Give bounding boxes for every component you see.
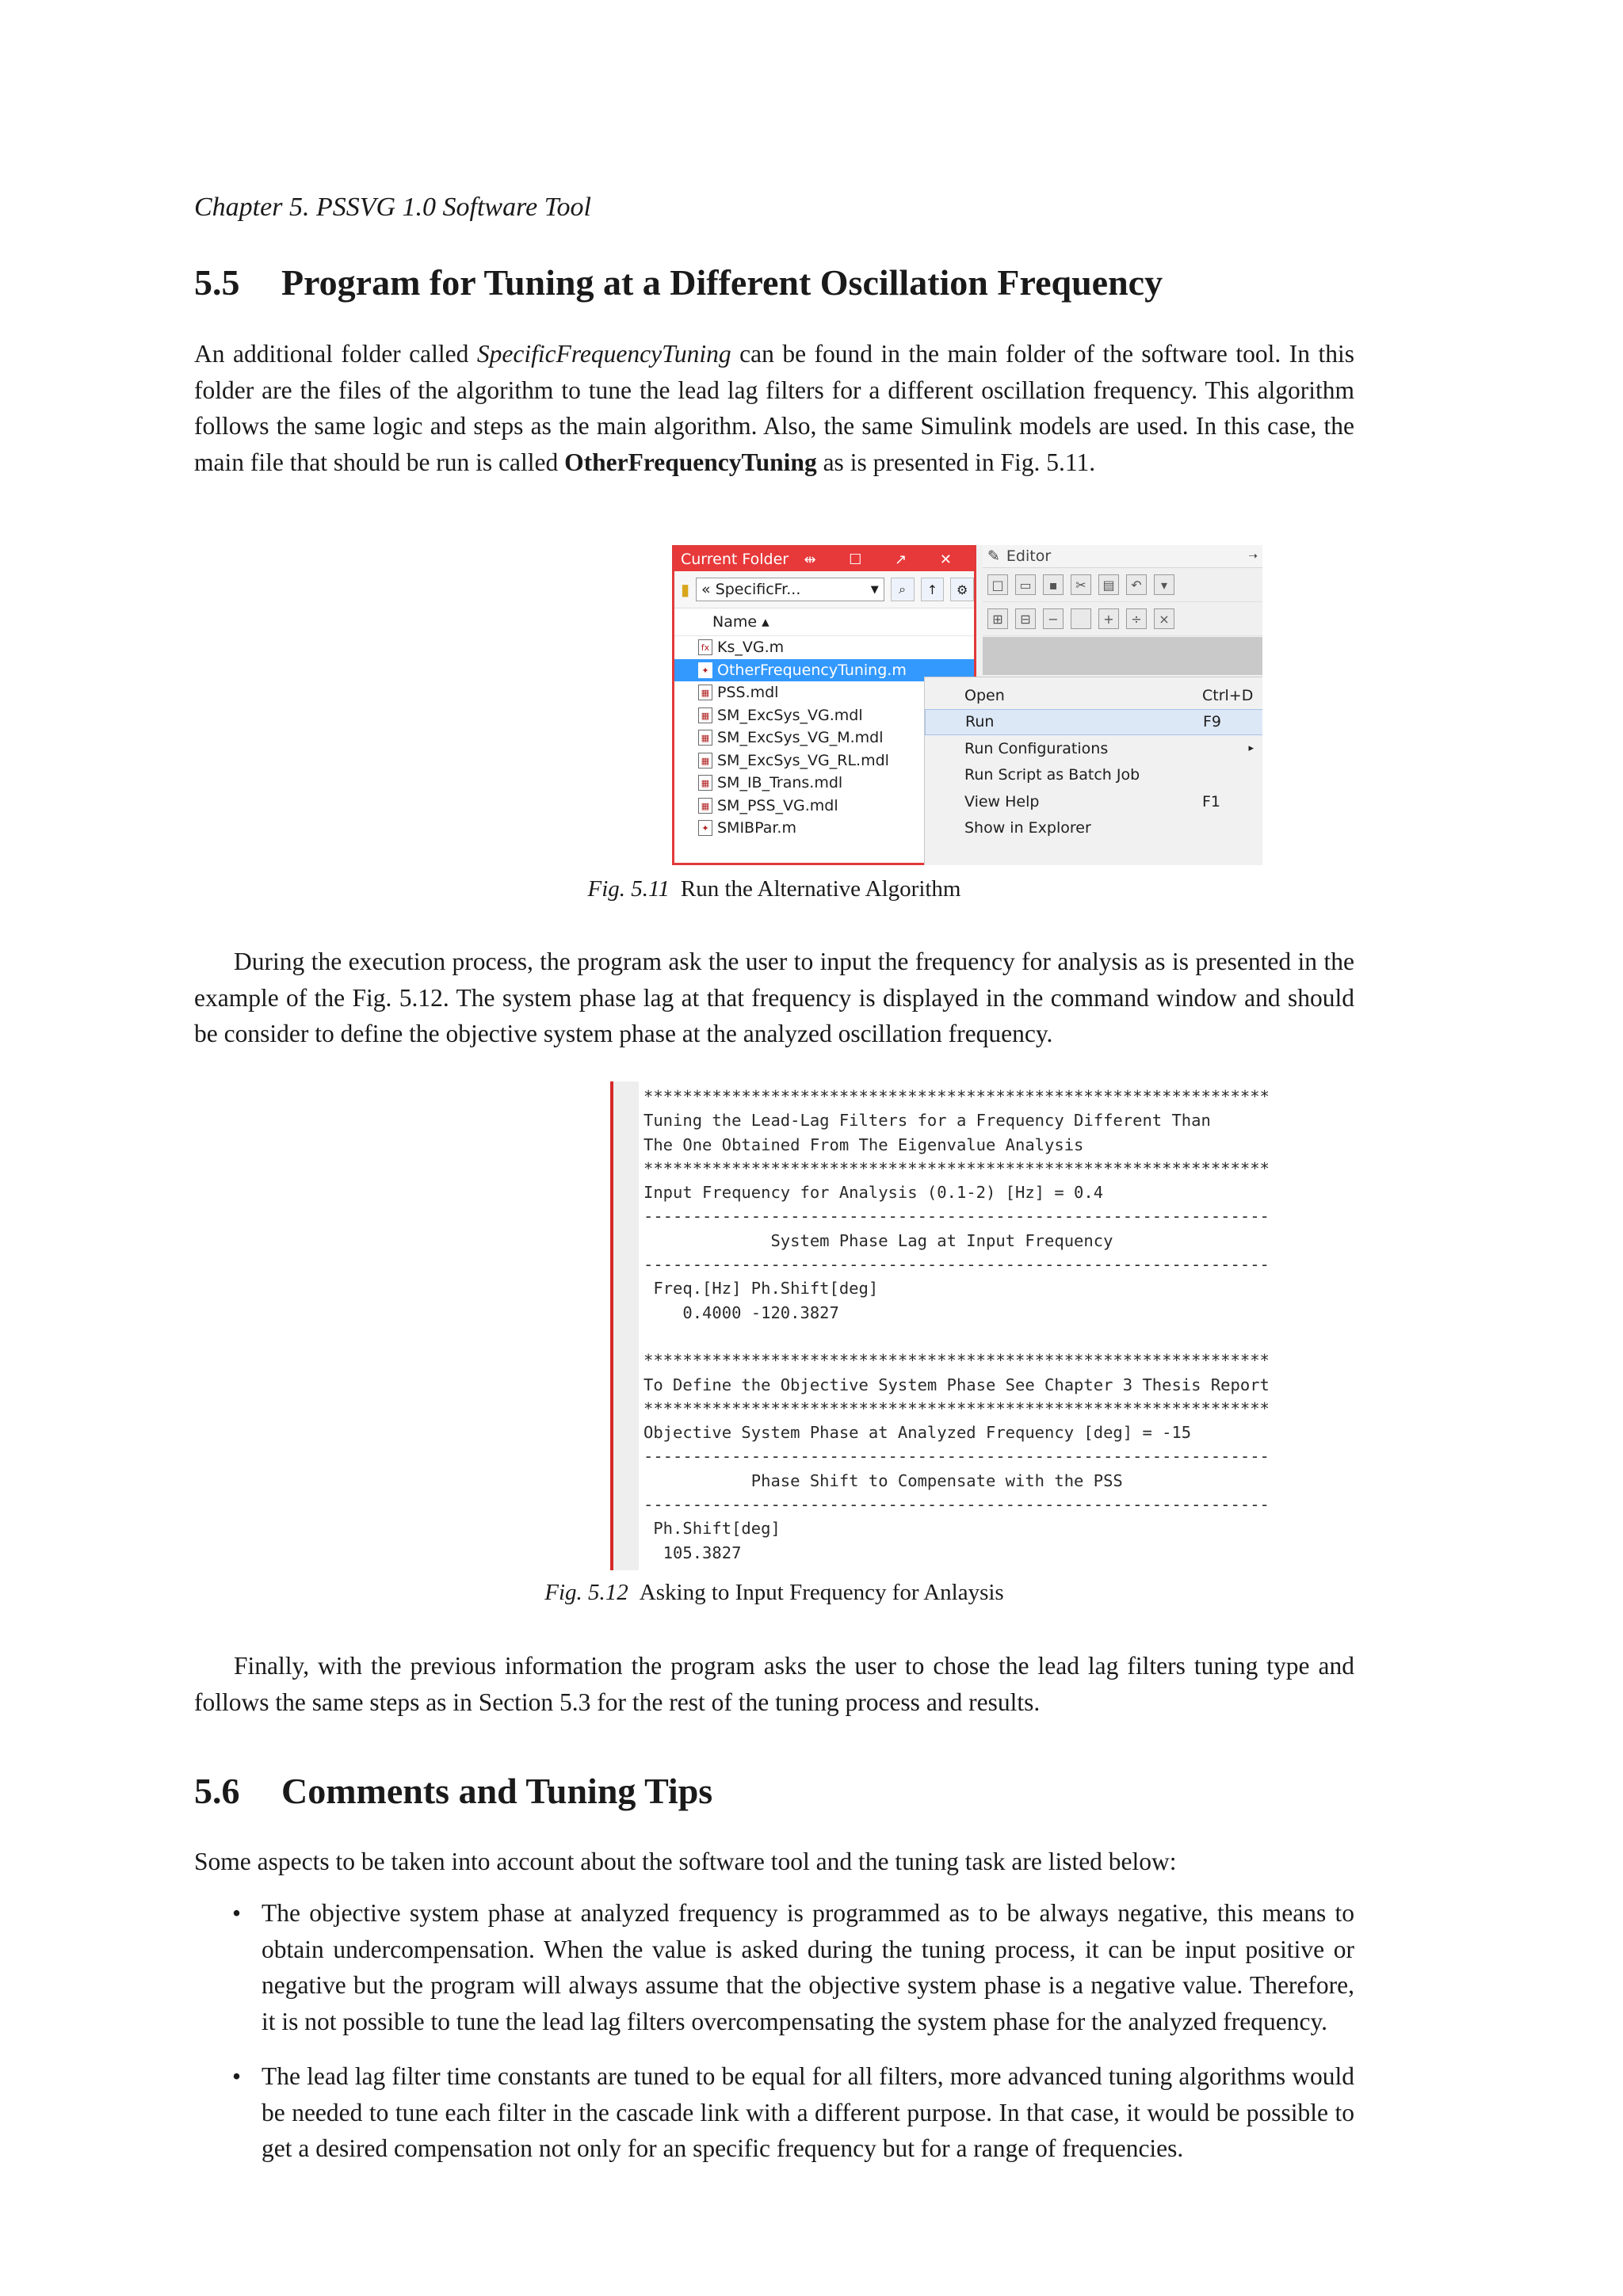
file-name: SM_IB_Trans.mdl (717, 774, 843, 792)
caption-text: Run the Alternative Algorithm (680, 876, 961, 902)
editor-area (983, 637, 1262, 675)
paragraph-text: as is presented in Fig. 5.11. (816, 448, 1096, 476)
list-item-text: The lead lag filter time constants are tuned to be equal for all filters, more advanced tuning algorithms would be needed to tune each filter in the cascade link with a different purpose. In that case, it would be possible to get a desired compensation not only for an specific frequency but for a range of frequencies. (262, 2062, 1354, 2162)
insert-cell-icon[interactable]: ⊞ (987, 608, 1008, 629)
current-folder-title: Current Folder (681, 551, 789, 568)
undo-icon[interactable]: ↶ (1126, 574, 1147, 595)
paragraph-finally: Finally, with the previous information the program asks the user to chose the lead lag filters tuning type and follows the same steps as in Section 5.3 for the rest of the tuning process and results. (194, 1652, 1354, 1716)
menu-item-label: Open (964, 686, 1005, 704)
figure-5-11-caption (194, 876, 1354, 902)
bullet-icon: • (232, 1899, 242, 1927)
file-name: Ks_VG.m (717, 639, 785, 657)
paste-icon[interactable]: ▤ (1098, 574, 1119, 595)
editor-icon: ✎ (987, 547, 1000, 565)
figure-matlab-screenshot (672, 545, 1262, 865)
figure-label: Fig. 5.12 (544, 1580, 628, 1605)
file-name: SM_ExcSys_VG_RL.mdl (717, 751, 889, 769)
menu-item-label: Run Configurations (964, 739, 1109, 757)
section-title: Program for Tuning at a Different Oscillation Frequency (281, 262, 1163, 303)
section-number: 5.6 (194, 1771, 240, 1811)
section-5-6-heading (194, 1770, 712, 1812)
file-name: OtherFrequencyTuning (564, 448, 817, 476)
figure-5-12-caption (194, 1580, 1354, 1606)
folder-icon: ▮ (681, 580, 690, 599)
menu-item-label: Show in Explorer (964, 819, 1091, 837)
menu-item-open[interactable] (925, 682, 1262, 708)
search-icon[interactable]: ⌕ (891, 578, 915, 601)
section-number: 5.5 (194, 262, 240, 303)
menu-item-run-configurations[interactable] (925, 735, 1262, 761)
script-file-icon: ✦ (698, 662, 712, 678)
column-header-name[interactable]: Name ▴ (674, 608, 974, 636)
path-text: SpecificFr... (715, 581, 801, 598)
file-name: OtherFrequencyTuning.m (717, 661, 907, 679)
file-name: PSS.mdl (717, 684, 779, 702)
panel-controls[interactable]: ⇹ ☐ ↗ ✕ (804, 551, 966, 568)
editor-title: Editor (1006, 547, 1052, 565)
menu-item-label: Run (965, 713, 995, 730)
file-name: SM_ExcSys_VG_M.mdl (717, 729, 884, 747)
menu-item-label: View Help (964, 792, 1040, 810)
file-name: SMIBPar.m (717, 819, 796, 837)
chevron-down-icon: ▼ (870, 583, 879, 596)
simulink-model-icon: ▦ (698, 798, 712, 814)
editor-titlebar (983, 545, 1262, 568)
plus-icon[interactable]: + (1098, 608, 1119, 629)
simulink-model-icon: ▦ (698, 730, 712, 746)
menu-item-view-help[interactable] (925, 788, 1262, 814)
cell-icon[interactable]: ⊟ (1015, 608, 1036, 629)
editor-toolbar-1 (983, 568, 1262, 602)
dropdown-icon[interactable]: ▾ (1154, 574, 1174, 595)
save-icon[interactable]: ▪ (1043, 574, 1064, 595)
cut-icon[interactable]: ✂ (1071, 574, 1091, 595)
simulink-model-icon: ▦ (698, 775, 712, 791)
paragraph-text: An additional folder called (194, 340, 477, 368)
list-item-text: The objective system phase at analyzed frequency is programmed as to be always negative, this means to obtain undercompensation. When the value is asked during the tuning process, it can be input positive or negative but the program will always assume that the objective system phase is a negative value. Therefore, it is not possible to tune the lead lag filters overcompensating the system phase for the analyzed frequency. (262, 1899, 1354, 2035)
function-file-icon: fx (698, 639, 712, 655)
folder-name: SpecificFrequencyTuning (476, 340, 731, 368)
minus-icon[interactable]: − (1043, 608, 1064, 629)
simulink-model-icon: ▦ (698, 685, 712, 700)
menu-item-shortcut: Ctrl+D (1202, 686, 1254, 704)
simulink-model-icon: ▦ (698, 753, 712, 769)
figure-label: Fig. 5.11 (587, 876, 670, 902)
paragraph-aspects: Some aspects to be taken into account about the software tool and the tuning task are listed below: (194, 1848, 1177, 1875)
up-folder-icon[interactable]: ↑ (921, 578, 945, 601)
pin-icon[interactable]: ➝ (1248, 550, 1258, 563)
menu-item-shortcut: F1 (1202, 792, 1221, 810)
simulink-model-icon: ▦ (698, 707, 712, 723)
menu-item-shortcut: F9 (1203, 713, 1222, 730)
script-file-icon: ✦ (698, 820, 712, 836)
file-item[interactable] (674, 636, 974, 659)
gear-icon[interactable]: ⚙ (950, 578, 974, 601)
value-box-icon[interactable] (1071, 608, 1091, 629)
running-head: Chapter 5. PSSVG 1.0 Software Tool (194, 193, 591, 222)
open-folder-icon[interactable]: ▭ (1015, 574, 1036, 595)
new-file-icon[interactable]: □ (987, 574, 1008, 595)
editor-toolbar-2 (983, 602, 1262, 636)
bullet-icon: • (232, 2062, 242, 2090)
context-menu (924, 677, 1262, 865)
submenu-arrow-icon: ▸ (1248, 742, 1254, 754)
menu-item-run[interactable] (925, 709, 1262, 735)
path-dropdown[interactable] (696, 578, 884, 601)
address-bar (674, 571, 974, 608)
menu-item-label: Run Script as Batch Job (964, 766, 1140, 784)
list-item (194, 2058, 1354, 2167)
menu-item-run-script-as-batch-job[interactable] (925, 762, 1262, 788)
current-folder-titlebar (674, 547, 974, 571)
menu-item-show-in-explorer[interactable] (925, 815, 1262, 841)
list-item (194, 1895, 1354, 2039)
file-name: SM_ExcSys_VG.mdl (717, 706, 863, 724)
command-window-output: **************************************************************** Tuning the Lead-Lag Filters for a Frequency Different Than The One Obtained From The Eigenvalue Analysis **************************************************************** Input Frequency for Analysis (0.1-2) [Hz] = 0.4 ---------------------------------------------------------------- System Phase Lag at Input Frequency ---------------------------------------------------------------- Freq.[Hz] Ph.Shift[deg] 0.4000 -120.3827 **************************************************************** To Define the Objective System Phase See Chapter 3 Thesis Report **************************************************************** Objective System Phase at Analyzed Frequency [deg] = -15 ---------------------------------------------------------------- Phase Shift to Compensate with the PSS ---------------------------------------------------------------- Ph.Shift[deg] 105.3827 (643, 1087, 1270, 1562)
tips-list (194, 1895, 1354, 2186)
section-title: Comments and Tuning Tips (281, 1771, 713, 1811)
command-window-gutter (613, 1081, 639, 1570)
paragraph-text: can be found in the main folder of the software tool. In this folder are the files of the algorithm to tune the lead lag filters for a different oscillation frequency. This algorithm follows the same logic and steps as the main algorithm. Also, the same Simulink models are used. In this case, the main file that should be run is called (194, 340, 1354, 476)
paragraph-execution: During the execution process, the program ask the user to input the frequency for analysis as is presented in the example of the Fig. 5.12. The system phase lag at that frequency is displayed in the command window and should be consider to define the objective system phase at the analyzed oscillation frequency. (194, 948, 1354, 1047)
paragraph-intro (194, 336, 1354, 480)
caption-text: Asking to Input Frequency for Anlaysis (639, 1580, 1004, 1605)
file-name: SM_PSS_VG.mdl (717, 796, 838, 814)
section-5-5-heading (194, 261, 1163, 303)
path-prefix: « (701, 581, 711, 598)
divide-icon[interactable]: ÷ (1126, 608, 1147, 629)
multiply-icon[interactable]: × (1154, 608, 1174, 629)
figure-command-window (610, 1081, 1328, 1570)
